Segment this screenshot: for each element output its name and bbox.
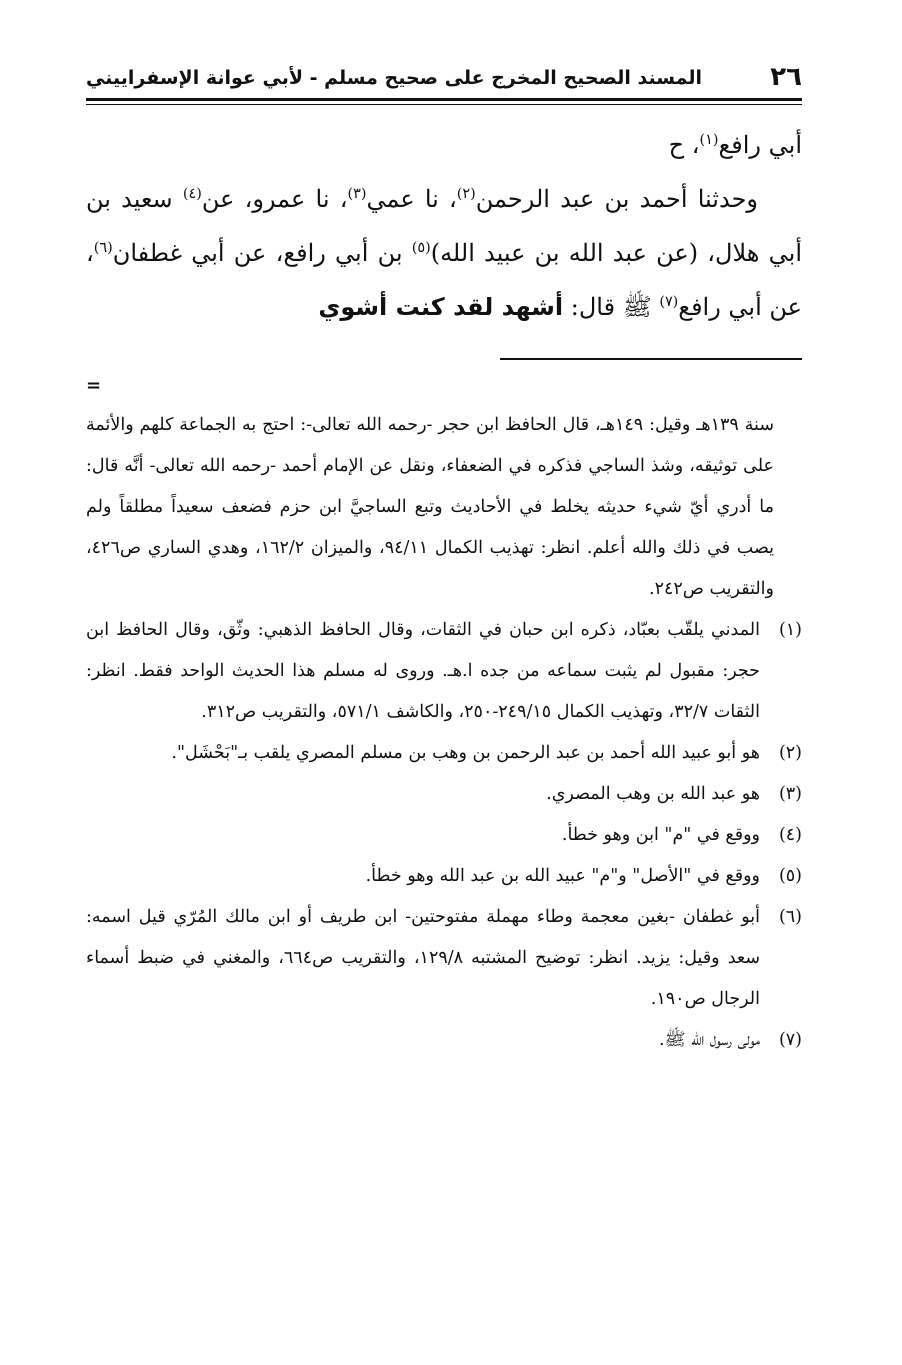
main-text-fragment: ، ح (668, 131, 700, 159)
footnote-ref[interactable]: (٥) (411, 240, 431, 256)
footnote-ref[interactable]: (٣) (347, 186, 367, 202)
header-rule (86, 98, 802, 101)
footnote-text: المدني يلقّب بعبّاد، ذكره ابن حبان في الثقات، وقال الحافظ الذهبي: وثّق، وقال الحافظ ابن حجر: مقبول لم يثبت سماعه من جده ا.هـ. وروى له مسلم هذا الحديث الواحد فقط. انظر: الثقات ٣٢/٧، وتهذيب الكمال ٢٤٩/١٥-٢٥٠، والكاشف ٥٧١/١، والتقريب ص٣١٢. (86, 620, 760, 722)
main-text-fragment: وحدثنا أحمد بن عبد الرحمن (475, 185, 758, 213)
footnote-item (86, 774, 802, 815)
main-text-fragment: أبي رافع (718, 131, 802, 159)
footnote-number: (٦) (778, 907, 802, 927)
footnote-continuation: سنة ١٣٩هـ وقيل: ١٤٩هـ، قال الحافظ ابن حجر -رحمه الله تعالى-: احتج به الجماعة كلهم والأئمة على توثيقه، وشذ الساجي فذكره في الضعفاء، ونقل عن الإمام أحمد -رحمه الله تعالى- أنَّه قال: ما أدري أيّ شيء حديثه يخلط في الأحاديث وتبع الساجيَّ ابن حزم فضعف سعيداً مطلقاً ولم يصب في ذلك والله أعلم. انظر: تهذيب الكمال ٩٤/١١، والميزان ١٦٢/٢، وهدي الساري ص٤٢٦، والتقريب ص٢٤٢. (86, 415, 775, 599)
footnote-item (86, 610, 802, 733)
footnote-number: (٢) (778, 743, 802, 763)
main-line-1 (86, 118, 802, 172)
main-text-fragment: ، عن أبي رافع (86, 239, 802, 321)
continuation-mark: = (86, 375, 102, 396)
footnote-separator (500, 358, 802, 360)
footnote-item (86, 1020, 802, 1061)
footnote-text: أبو غطفان -بغين معجمة وطاء مهملة مفتوحتين- ابن طريف أو ابن مالك المُرّي قيل اسمه: سعد وقيل: يزيد. انظر: توضيح المشتبه ١٢٩/٨، والتقريب ص٦٦٤، والمغني في ضبط أسماء الرجال ص١٩٠. (86, 907, 760, 1009)
running-title: المسند الصحيح المخرج على صحيح مسلم - لأبي عوانة الإسفراييني (86, 67, 702, 89)
footnotes (86, 405, 802, 1061)
footnote-text: ووقع في "م" ابن وهو خطأ. (561, 825, 760, 845)
main-text-fragment: ، نا عمي (366, 185, 457, 213)
footnote-item (86, 856, 802, 897)
footnote-ref[interactable]: (٢) (456, 186, 476, 202)
footnote-item (86, 897, 802, 1020)
footnote-ref[interactable]: (٦) (93, 240, 113, 256)
main-paragraph (86, 172, 802, 334)
page-number: ٢٦ (770, 62, 802, 92)
main-text-fragment: ﷺ قال: (563, 293, 660, 321)
page-header (86, 62, 802, 96)
footnote-text: هو عبد الله بن وهب المصري. (546, 784, 760, 804)
main-text (86, 118, 802, 334)
footnote-text: ووقع في "الأصل" و"م" عبيد الله بن عبد الله وهو خطأ. (365, 866, 760, 886)
footnote-number: (٥) (778, 866, 802, 886)
footnote-item (86, 733, 802, 774)
hadith-text-bold: أشهد لقد كنت أشوي (318, 293, 564, 321)
footnote-text: هو أبو عبيد الله أحمد بن عبد الرحمن بن وهب بن مسلم المصري يلقب بـ"بَحْشَل". (171, 743, 760, 763)
footnote-ref[interactable]: (٧) (659, 294, 679, 310)
footnote-number: (٤) (778, 825, 802, 845)
main-text-fragment: سعيد بن أبي هلال، (عن عبد الله بن عبيد الله) (86, 185, 802, 267)
footnote-item (86, 815, 802, 856)
main-text-fragment: ، نا عمرو، عن (201, 185, 348, 213)
main-text-fragment: بن أبي رافع، عن أبي غطفان (112, 239, 412, 267)
footnote-ref[interactable]: (٤) (182, 186, 202, 202)
footnote-text: مولى رسول الله ﷺ. (658, 1030, 760, 1050)
footnote-number: (١) (778, 620, 802, 640)
header-rule-thin (86, 104, 802, 105)
footnote-ref[interactable]: (١) (699, 132, 719, 148)
footnote-number: (٧) (778, 1030, 802, 1050)
footnote-number: (٣) (778, 784, 802, 804)
